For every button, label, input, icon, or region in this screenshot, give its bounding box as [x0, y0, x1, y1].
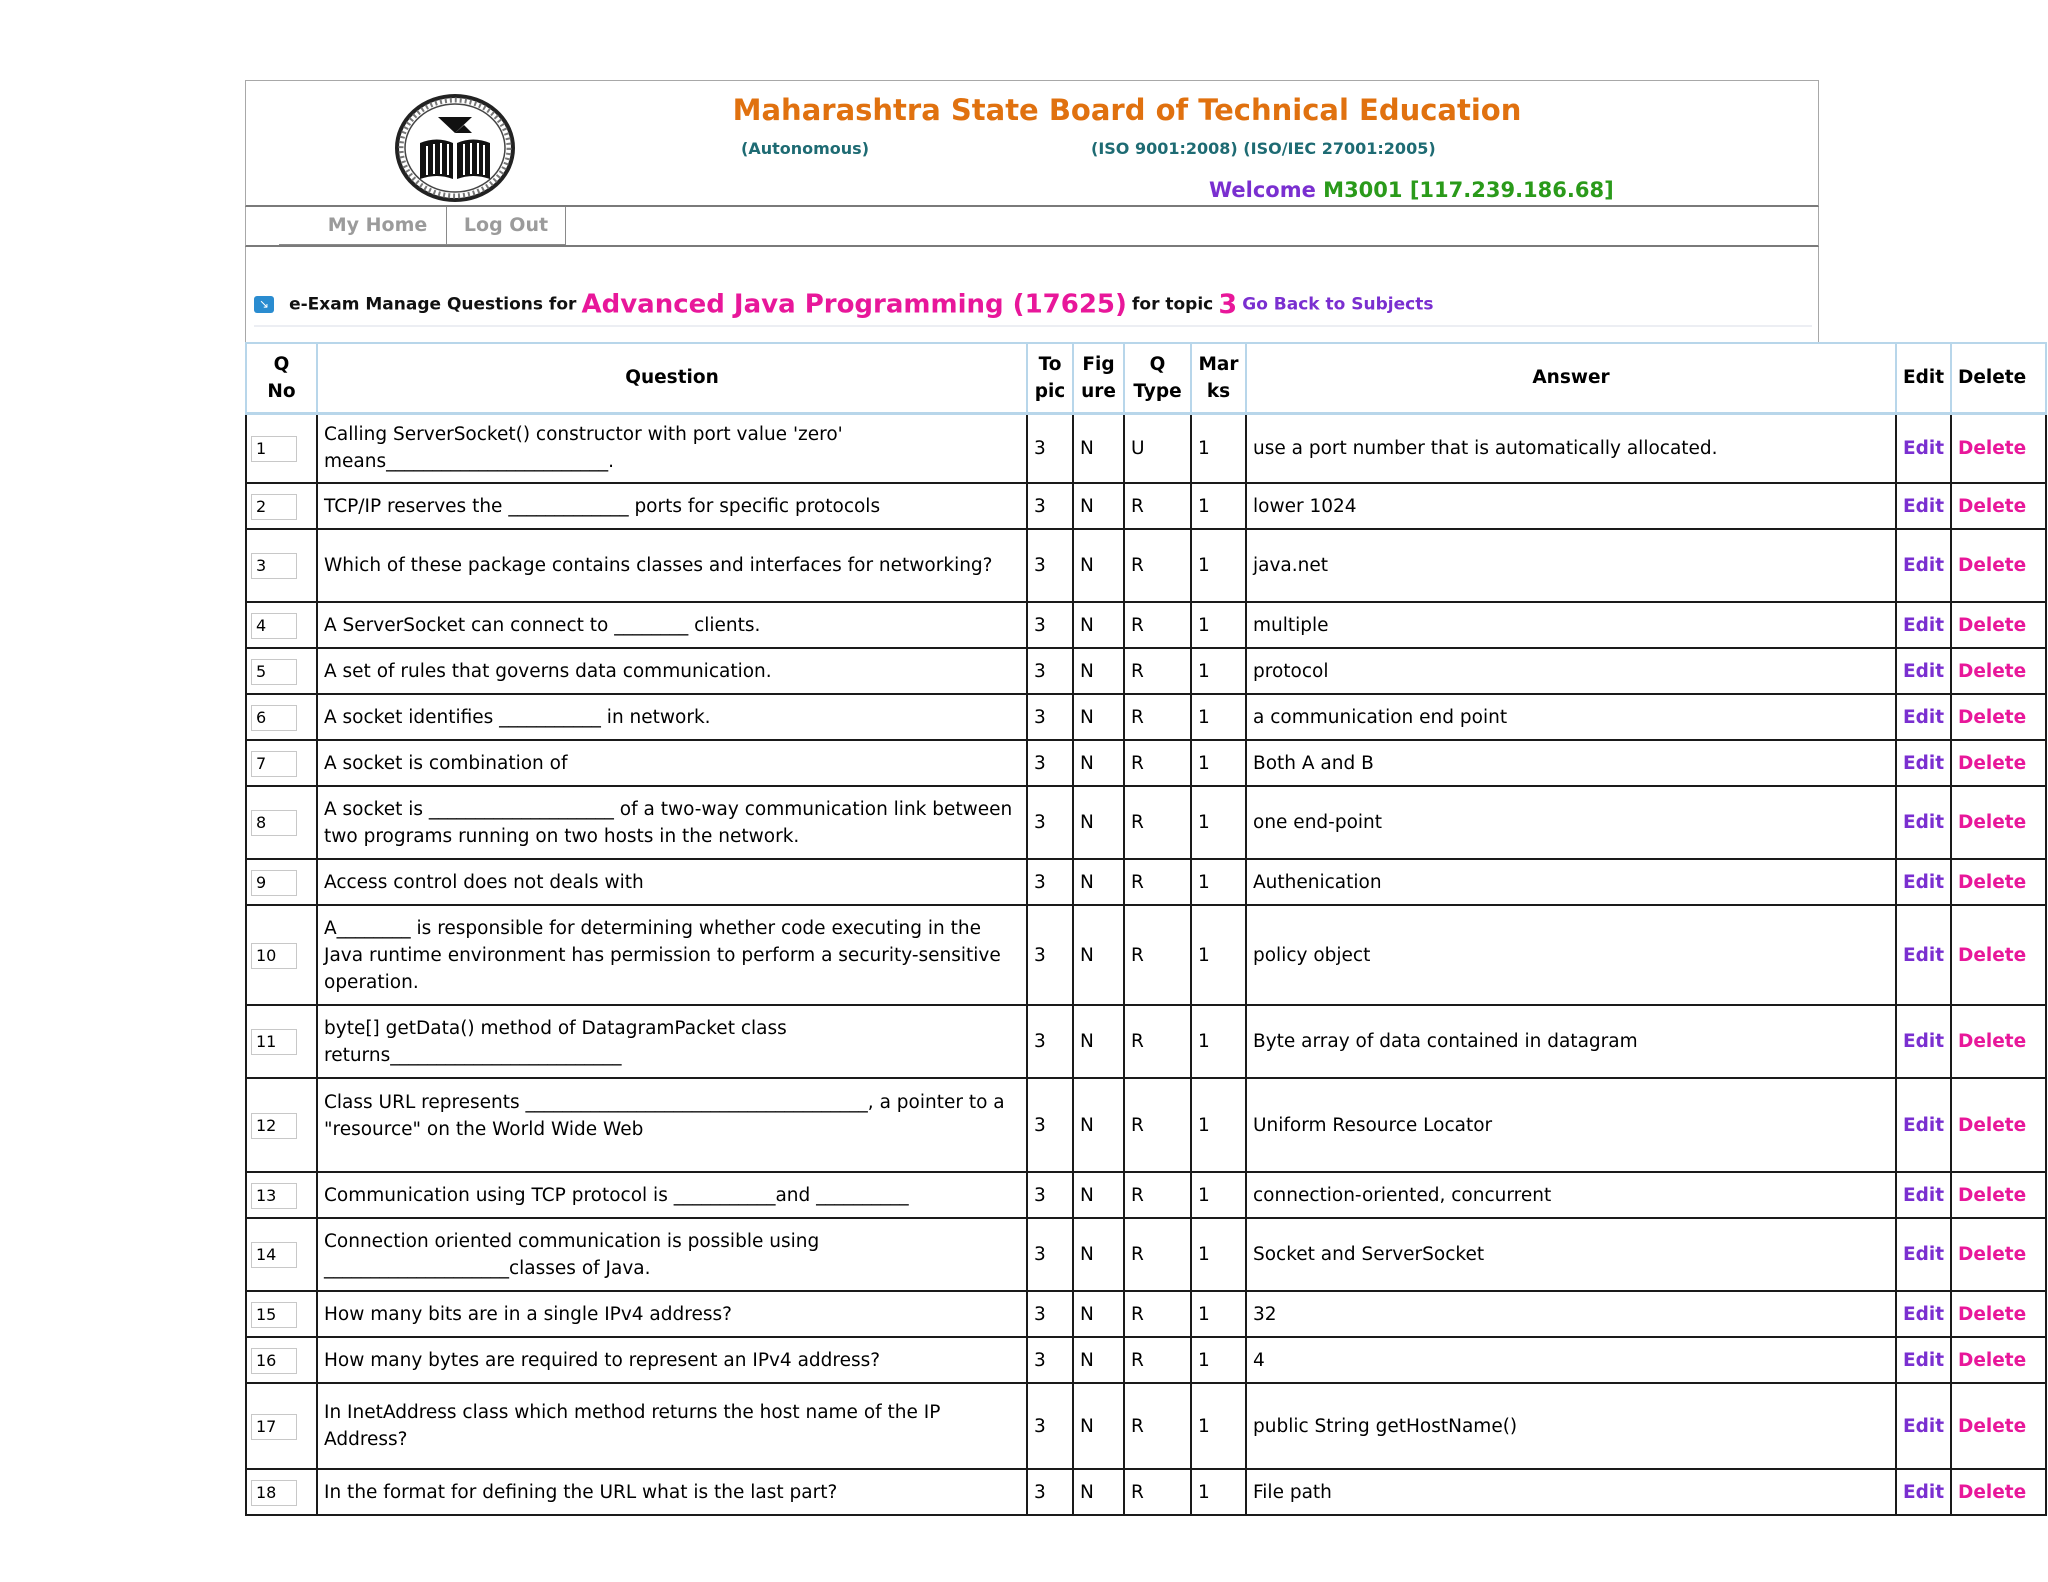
- edit-link[interactable]: Edit: [1903, 1031, 1945, 1052]
- qtype-cell: R: [1124, 483, 1191, 529]
- delete-link[interactable]: Delete: [1958, 1244, 2027, 1265]
- table-row: [246, 648, 2046, 694]
- delete-link[interactable]: Delete: [1958, 1303, 2027, 1325]
- page-header: [245, 80, 1819, 207]
- subject-name: Advanced Java Programming (17625): [581, 289, 1127, 320]
- answer-cell: connection-oriented, concurrent: [1246, 1172, 1896, 1218]
- edit-link[interactable]: Edit: [1903, 437, 1945, 459]
- table-row: [246, 1337, 2046, 1383]
- delete-cell: [1951, 740, 2046, 786]
- answer-cell: Uniform Resource Locator: [1246, 1078, 1896, 1172]
- marks-cell: 1: [1191, 740, 1246, 786]
- answer-cell: policy object: [1246, 905, 1896, 1005]
- title-bar: [245, 247, 1819, 342]
- qno-cell: [246, 1078, 317, 1172]
- table-row: [246, 1005, 2046, 1078]
- edit-link[interactable]: Edit: [1903, 1184, 1945, 1206]
- delete-link[interactable]: Delete: [1958, 1481, 2027, 1503]
- qno-cell: [246, 1469, 317, 1515]
- edit-link[interactable]: Edit: [1903, 555, 1945, 576]
- figure-cell: N: [1073, 1005, 1124, 1078]
- edit-link[interactable]: Edit: [1903, 1303, 1945, 1325]
- delete-cell: [1951, 1337, 2046, 1383]
- marks-cell: 1: [1191, 1172, 1246, 1218]
- edit-link[interactable]: Edit: [1903, 752, 1945, 774]
- answer-cell: Socket and ServerSocket: [1246, 1218, 1896, 1291]
- qtype-cell: R: [1124, 1383, 1191, 1469]
- qno-input[interactable]: 9: [251, 870, 297, 896]
- question-cell: TCP/IP reserves the _____________ ports for specific protocols: [317, 483, 1027, 529]
- marks-cell: 1: [1191, 1469, 1246, 1515]
- qno-cell: [246, 859, 317, 905]
- topic-cell: 3: [1027, 648, 1073, 694]
- marks-cell: 1: [1191, 648, 1246, 694]
- question-cell: Which of these package contains classes and interfaces for networking?: [317, 529, 1027, 602]
- figure-cell: N: [1073, 740, 1124, 786]
- table-header-row: [246, 343, 2046, 413]
- delete-cell: [1951, 1078, 2046, 1172]
- edit-cell: [1896, 413, 1951, 483]
- table-row: [246, 859, 2046, 905]
- nav-bar: [245, 207, 1819, 247]
- qno-input[interactable]: 7: [251, 751, 297, 777]
- figure-cell: N: [1073, 859, 1124, 905]
- qno-input[interactable]: 6: [251, 705, 297, 731]
- col-marks: Mar ks: [1191, 343, 1246, 413]
- delete-link[interactable]: Delete: [1958, 1349, 2027, 1371]
- edit-link[interactable]: Edit: [1903, 812, 1945, 833]
- answer-cell: File path: [1246, 1469, 1896, 1515]
- qno-input[interactable]: 4: [251, 613, 297, 639]
- qno-cell: [246, 1218, 317, 1291]
- edit-cell: [1896, 1172, 1951, 1218]
- topic-number: 3: [1218, 289, 1238, 320]
- edit-cell: [1896, 1291, 1951, 1337]
- edit-link[interactable]: Edit: [1903, 1481, 1945, 1503]
- edit-cell: [1896, 1078, 1951, 1172]
- qtype-cell: R: [1124, 529, 1191, 602]
- marks-cell: 1: [1191, 602, 1246, 648]
- qtype-cell: R: [1124, 1172, 1191, 1218]
- marks-cell: 1: [1191, 1337, 1246, 1383]
- delete-cell: [1951, 1383, 2046, 1469]
- question-cell: Communication using TCP protocol is ___________and __________: [317, 1172, 1027, 1218]
- answer-cell: 32: [1246, 1291, 1896, 1337]
- marks-cell: 1: [1191, 859, 1246, 905]
- qtype-cell: R: [1124, 1078, 1191, 1172]
- marks-cell: 1: [1191, 1078, 1246, 1172]
- marks-cell: 1: [1191, 905, 1246, 1005]
- table-row: [246, 1078, 2046, 1172]
- edit-link[interactable]: Edit: [1903, 1244, 1945, 1265]
- topic-cell: 3: [1027, 786, 1073, 859]
- figure-cell: N: [1073, 786, 1124, 859]
- topic-cell: 3: [1027, 602, 1073, 648]
- question-cell: How many bits are in a single IPv4 address?: [317, 1291, 1027, 1337]
- col-qno: Q No: [246, 343, 317, 413]
- go-back-link[interactable]: Go Back to Subjects: [1242, 294, 1434, 315]
- figure-cell: N: [1073, 1078, 1124, 1172]
- my-home-button[interactable]: My Home: [279, 207, 477, 245]
- question-cell: In InetAddress class which method returns the host name of the IP Address?: [317, 1383, 1027, 1469]
- delete-link[interactable]: Delete: [1958, 495, 2027, 517]
- table-row: [246, 1469, 2046, 1515]
- answer-cell: Authenication: [1246, 859, 1896, 905]
- edit-link[interactable]: Edit: [1903, 706, 1945, 728]
- qno-input[interactable]: 2: [251, 494, 297, 520]
- edit-cell: [1896, 648, 1951, 694]
- qtype-cell: R: [1124, 1005, 1191, 1078]
- arrow-bullet-icon: ↘: [254, 296, 274, 313]
- questions-table-viewport: [245, 342, 2027, 1512]
- delete-cell: [1951, 905, 2046, 1005]
- delete-cell: [1951, 1291, 2046, 1337]
- topic-cell: 3: [1027, 1337, 1073, 1383]
- qno-cell: [246, 483, 317, 529]
- delete-link[interactable]: Delete: [1958, 1114, 2027, 1136]
- edit-link[interactable]: Edit: [1903, 495, 1945, 517]
- qtype-cell: R: [1124, 694, 1191, 740]
- delete-link[interactable]: Delete: [1958, 1184, 2027, 1206]
- qno-cell: [246, 648, 317, 694]
- delete-cell: [1951, 1005, 2046, 1078]
- edit-link[interactable]: Edit: [1903, 614, 1945, 636]
- qno-input[interactable]: 13: [251, 1183, 297, 1209]
- marks-cell: 1: [1191, 1383, 1246, 1469]
- delete-link[interactable]: Delete: [1958, 871, 2027, 893]
- qtype-cell: R: [1124, 1218, 1191, 1291]
- edit-cell: [1896, 1469, 1951, 1515]
- topic-cell: 3: [1027, 1383, 1073, 1469]
- figure-cell: N: [1073, 1337, 1124, 1383]
- topic-cell: 3: [1027, 1172, 1073, 1218]
- col-delete: Delete: [1951, 343, 2046, 413]
- table-row: [246, 694, 2046, 740]
- delete-link[interactable]: Delete: [1958, 1415, 2027, 1437]
- edit-cell: [1896, 483, 1951, 529]
- question-cell: Calling ServerSocket() constructor with port value 'zero' means________________________.: [317, 413, 1027, 483]
- delete-link[interactable]: Delete: [1958, 706, 2027, 728]
- qno-cell: [246, 529, 317, 602]
- qno-cell: [246, 1383, 317, 1469]
- qno-cell: [246, 602, 317, 648]
- answer-cell: a communication end point: [1246, 694, 1896, 740]
- qtype-cell: R: [1124, 786, 1191, 859]
- table-row: [246, 905, 2046, 1005]
- answer-cell: one end-point: [1246, 786, 1896, 859]
- topic-cell: 3: [1027, 740, 1073, 786]
- edit-cell: [1896, 694, 1951, 740]
- edit-link[interactable]: Edit: [1903, 1415, 1945, 1437]
- question-cell: A________ is responsible for determining whether code executing in the Java runtime environment has permission to perform a security-sensitive operation.: [317, 905, 1027, 1005]
- edit-link[interactable]: Edit: [1903, 944, 1945, 966]
- qno-input[interactable]: 11: [251, 1029, 297, 1055]
- answer-cell: multiple: [1246, 602, 1896, 648]
- table-row: [246, 786, 2046, 859]
- answer-cell: lower 1024: [1246, 483, 1896, 529]
- qtype-cell: R: [1124, 905, 1191, 1005]
- marks-cell: 1: [1191, 483, 1246, 529]
- edit-cell: [1896, 1005, 1951, 1078]
- delete-link[interactable]: Delete: [1958, 614, 2027, 636]
- answer-cell: Byte array of data contained in datagram: [1246, 1005, 1896, 1078]
- answer-cell: Both A and B: [1246, 740, 1896, 786]
- topic-label: for topic: [1132, 294, 1214, 315]
- qno-input[interactable]: 5: [251, 659, 297, 685]
- question-cell: In the format for defining the URL what is the last part?: [317, 1469, 1027, 1515]
- page-title: [254, 289, 1433, 320]
- delete-cell: [1951, 602, 2046, 648]
- qno-input[interactable]: 15: [251, 1302, 297, 1328]
- qtype-cell: R: [1124, 1469, 1191, 1515]
- question-cell: A socket is ____________________ of a two-way communication link between two programs running on two hosts in the network.: [317, 786, 1027, 859]
- question-cell: A socket is combination of: [317, 740, 1027, 786]
- qno-input[interactable]: 8: [251, 810, 297, 836]
- answer-cell: protocol: [1246, 648, 1896, 694]
- title-divider: [254, 325, 1812, 327]
- answer-cell: java.net: [1246, 529, 1896, 602]
- qno-cell: [246, 1291, 317, 1337]
- table-row: [246, 413, 2046, 483]
- col-qtype: Q Type: [1124, 343, 1191, 413]
- qtype-cell: R: [1124, 740, 1191, 786]
- edit-cell: [1896, 786, 1951, 859]
- edit-cell: [1896, 905, 1951, 1005]
- question-cell: byte[] getData() method of DatagramPacket class returns_________________________: [317, 1005, 1027, 1078]
- marks-cell: 1: [1191, 786, 1246, 859]
- topic-cell: 3: [1027, 1218, 1073, 1291]
- welcome-label: Welcome: [1209, 178, 1316, 202]
- figure-cell: N: [1073, 529, 1124, 602]
- question-cell: Class URL represents _____________________________________, a pointer to a "resource" on the World Wide Web: [317, 1078, 1027, 1172]
- table-row: [246, 1172, 2046, 1218]
- delete-link[interactable]: Delete: [1958, 1031, 2027, 1052]
- title-prefix: e-Exam Manage Questions for: [289, 294, 577, 315]
- figure-cell: N: [1073, 1383, 1124, 1469]
- edit-cell: [1896, 1218, 1951, 1291]
- delete-cell: [1951, 859, 2046, 905]
- org-name: Maharashtra State Board of Technical Education: [732, 93, 1522, 127]
- marks-cell: 1: [1191, 1291, 1246, 1337]
- figure-cell: N: [1073, 1291, 1124, 1337]
- qtype-cell: R: [1124, 648, 1191, 694]
- topic-cell: 3: [1027, 1291, 1073, 1337]
- edit-cell: [1896, 859, 1951, 905]
- table-row: [246, 740, 2046, 786]
- figure-cell: N: [1073, 602, 1124, 648]
- qno-cell: [246, 1172, 317, 1218]
- qno-input[interactable]: 1: [251, 436, 297, 462]
- answer-cell: 4: [1246, 1337, 1896, 1383]
- qno-input[interactable]: 16: [251, 1348, 297, 1374]
- topic-cell: 3: [1027, 413, 1073, 483]
- edit-link[interactable]: Edit: [1903, 660, 1945, 682]
- questions-table: [245, 342, 2047, 1516]
- delete-cell: [1951, 1172, 2046, 1218]
- marks-cell: 1: [1191, 1218, 1246, 1291]
- edit-link[interactable]: Edit: [1903, 1114, 1945, 1136]
- qtype-cell: R: [1124, 602, 1191, 648]
- edit-link[interactable]: Edit: [1903, 1349, 1945, 1371]
- log-out-button[interactable]: Log Out: [446, 207, 566, 245]
- topic-cell: 3: [1027, 905, 1073, 1005]
- topic-cell: 3: [1027, 694, 1073, 740]
- figure-cell: N: [1073, 694, 1124, 740]
- marks-cell: 1: [1191, 1005, 1246, 1078]
- figure-cell: N: [1073, 1469, 1124, 1515]
- delete-cell: [1951, 529, 2046, 602]
- edit-cell: [1896, 740, 1951, 786]
- figure-cell: N: [1073, 1218, 1124, 1291]
- delete-cell: [1951, 1469, 2046, 1515]
- question-cell: A ServerSocket can connect to ________ clients.: [317, 602, 1027, 648]
- edit-cell: [1896, 1383, 1951, 1469]
- welcome-user: M3001 [117.239.186.68]: [1323, 178, 1614, 202]
- delete-cell: [1951, 413, 2046, 483]
- delete-link[interactable]: Delete: [1958, 812, 2027, 833]
- delete-link[interactable]: Delete: [1958, 555, 2027, 576]
- qtype-cell: R: [1124, 1291, 1191, 1337]
- col-edit: Edit: [1896, 343, 1951, 413]
- edit-cell: [1896, 602, 1951, 648]
- table-row: [246, 1383, 2046, 1469]
- qno-input[interactable]: 10: [251, 943, 297, 969]
- page-frame: [245, 80, 1819, 342]
- qno-cell: [246, 413, 317, 483]
- edit-cell: [1896, 1337, 1951, 1383]
- qno-input[interactable]: 18: [251, 1480, 297, 1506]
- topic-cell: 3: [1027, 1005, 1073, 1078]
- delete-cell: [1951, 786, 2046, 859]
- question-cell: Connection oriented communication is possible using ____________________classes of Java.: [317, 1218, 1027, 1291]
- delete-link[interactable]: Delete: [1958, 437, 2027, 459]
- figure-cell: N: [1073, 413, 1124, 483]
- topic-cell: 3: [1027, 529, 1073, 602]
- delete-cell: [1951, 648, 2046, 694]
- answer-cell: use a port number that is automatically allocated.: [1246, 413, 1896, 483]
- topic-cell: 3: [1027, 1469, 1073, 1515]
- table-row: [246, 1218, 2046, 1291]
- figure-cell: N: [1073, 483, 1124, 529]
- qno-input[interactable]: 14: [251, 1242, 297, 1268]
- question-cell: Access control does not deals with: [317, 859, 1027, 905]
- figure-cell: N: [1073, 648, 1124, 694]
- col-figure: Fig ure: [1073, 343, 1124, 413]
- question-cell: A socket identifies ___________ in network.: [317, 694, 1027, 740]
- edit-link[interactable]: Edit: [1903, 871, 1945, 893]
- delete-link[interactable]: Delete: [1958, 944, 2027, 966]
- topic-cell: 3: [1027, 859, 1073, 905]
- marks-cell: 1: [1191, 529, 1246, 602]
- col-question: Question: [317, 343, 1027, 413]
- topic-cell: 3: [1027, 1078, 1073, 1172]
- table-row: [246, 1291, 2046, 1337]
- answer-cell: public String getHostName(): [1246, 1383, 1896, 1469]
- iso-label: (ISO 9001:2008) (ISO/IEC 27001:2005): [1091, 139, 1436, 158]
- figure-cell: N: [1073, 905, 1124, 1005]
- qno-input[interactable]: 12: [251, 1113, 297, 1139]
- table-row: [246, 602, 2046, 648]
- col-topic: To pic: [1027, 343, 1073, 413]
- question-cell: A set of rules that governs data communication.: [317, 648, 1027, 694]
- question-cell: How many bytes are required to represent an IPv4 address?: [317, 1337, 1027, 1383]
- qtype-cell: U: [1124, 413, 1191, 483]
- qtype-cell: R: [1124, 1337, 1191, 1383]
- col-answer: Answer: [1246, 343, 1896, 413]
- qno-cell: [246, 786, 317, 859]
- topic-cell: 3: [1027, 483, 1073, 529]
- qno-cell: [246, 740, 317, 786]
- delete-cell: [1951, 694, 2046, 740]
- qno-cell: [246, 694, 317, 740]
- qtype-cell: R: [1124, 859, 1191, 905]
- marks-cell: 1: [1191, 694, 1246, 740]
- autonomous-label: (Autonomous): [741, 139, 869, 158]
- table-row: [246, 483, 2046, 529]
- qno-cell: [246, 1005, 317, 1078]
- qno-cell: [246, 905, 317, 1005]
- delete-cell: [1951, 1218, 2046, 1291]
- qno-input[interactable]: 3: [251, 553, 297, 579]
- table-row: [246, 529, 2046, 602]
- delete-cell: [1951, 483, 2046, 529]
- welcome-text: [1209, 178, 1614, 202]
- delete-link[interactable]: Delete: [1958, 752, 2027, 774]
- qno-cell: [246, 1337, 317, 1383]
- marks-cell: 1: [1191, 413, 1246, 483]
- edit-cell: [1896, 529, 1951, 602]
- figure-cell: N: [1073, 1172, 1124, 1218]
- delete-link[interactable]: Delete: [1958, 660, 2027, 682]
- qno-input[interactable]: 17: [251, 1414, 297, 1440]
